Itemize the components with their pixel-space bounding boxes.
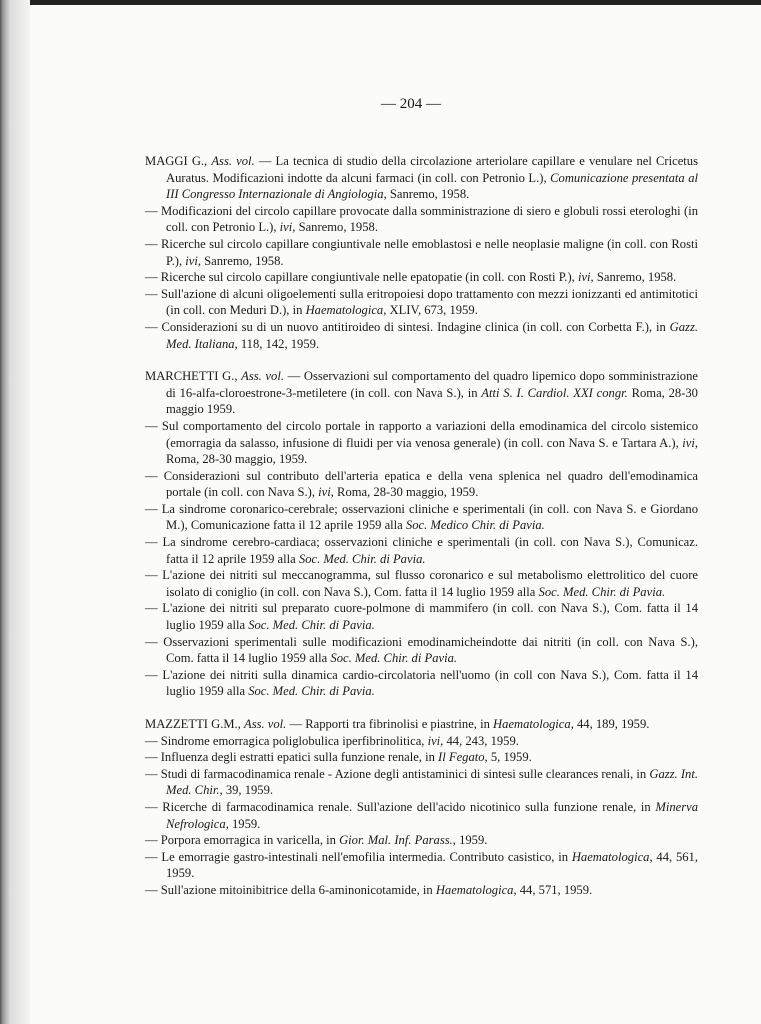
bibliography-entry xyxy=(145,236,698,269)
bibliography-entry xyxy=(145,501,698,534)
bibliography-entry xyxy=(145,849,698,882)
italic-citation-text: Gior. Mal. Inf. Parass., xyxy=(339,833,456,848)
italic-citation-text: ivi, xyxy=(318,485,334,500)
scan-top-border xyxy=(0,0,761,5)
italic-citation-text: Haematologica, xyxy=(571,849,653,864)
author-entry xyxy=(145,368,698,418)
entry-text: MAZZETTI G.M., xyxy=(145,717,244,731)
bibliography-entry xyxy=(145,534,698,567)
entry-text: — Considerazioni sul contributo dell'arteria epatica e della vena splenica nel quadro dell'emodinamica portale (in coll. con Nava S.), xyxy=(145,468,698,500)
entry-text: XLIV, 673, 1959. xyxy=(386,303,478,318)
author-block-marchetti xyxy=(145,368,698,700)
entry-text: Sanremo, 1958. xyxy=(593,270,677,285)
italic-citation-text: Soc. Med. Chir. di Pavia. xyxy=(538,584,666,599)
italic-citation-text: ivi, xyxy=(279,220,296,235)
italic-citation-text: Soc. Med. Chir. di Pavia. xyxy=(298,551,426,566)
entry-text: — Le emorragie gastro-intestinali nell'emofilia intermedia. Contributo casistico, in xyxy=(145,849,572,864)
entry-text: — Rapporti tra fibrinolisi e piastrine, in xyxy=(286,717,494,731)
entry-text: Roma, 28-30 maggio 1959. xyxy=(166,385,698,417)
bibliography-entry xyxy=(145,269,698,286)
bibliography-entry xyxy=(145,832,698,849)
entry-text: — L'azione dei nitriti sulla dinamica cardio-circolatoria nell'uomo (in coll con Nava S.), Com. fatta il 14 luglio 1959 alla xyxy=(145,667,698,699)
italic-citation-text: ivi, xyxy=(682,435,698,450)
entry-text: — La sindrome coronarico-cerebrale; osservazioni cliniche e sperimentali (in coll. con Nava S. e Giordano M.), Comunicazione fatta il 12 aprile 1959 alla xyxy=(145,501,698,533)
entry-text: — L'azione dei nitriti sul meccanogramma, sul flusso coronarico e sul metabolismo elettrolitico del cuore isolato di coniglio (in coll. con Nava S.), Com. fatta il 14 luglio 1959 alla xyxy=(145,568,698,599)
entry-text: — Sull'azione di alcuni oligoelementi sulla eritropoiesi dopo trattamento con mezzi ionizzanti ed antimitotici (in coll. con Meduri D.), in xyxy=(145,286,698,318)
italic-citation-text: Minerva Nefrologica, xyxy=(166,799,698,831)
entry-text: — Sul comportamento del circolo portale in rapporto a variazioni della emodinamica del circolo sistemico (emorragia da salasso, infusione di fluidi per via venosa generale) (in coll. con Nava S. e Tartara A.), xyxy=(145,418,698,450)
entry-text: 118, 142, 1959. xyxy=(237,336,320,351)
bibliography-entry xyxy=(145,319,698,352)
bibliography-entry xyxy=(145,667,698,700)
author-entry xyxy=(145,153,698,203)
bibliography-entry xyxy=(145,468,698,501)
italic-citation-text: Ass. vol. xyxy=(211,154,255,168)
entry-text: 39, 1959. xyxy=(222,783,274,798)
entry-text: — La sindrome cerebro-cardiaca; osservazioni cliniche e sperimentali (in coll. con Nava S.), Comunicaz. fatta il 12 aprile 1959 alla xyxy=(145,535,698,566)
entry-text: 44, 189, 1959. xyxy=(573,717,650,731)
bibliography-entry xyxy=(145,799,698,832)
italic-citation-text: Haematologica, xyxy=(305,303,387,318)
italic-citation-text: Soc. Medico Chir. di Pavia. xyxy=(405,518,545,533)
bibliography-entry xyxy=(145,634,698,667)
italic-citation-text: Haematologica, xyxy=(493,717,574,731)
italic-citation-text: Soc. Med. Chir. di Pavia. xyxy=(248,684,375,699)
italic-citation-text: ivi, xyxy=(577,270,594,285)
entry-text: Sanremo, 1958. xyxy=(386,187,470,202)
italic-citation-text: Gazz. Med. Italiana, xyxy=(166,319,698,351)
entry-text: — Ricerche sul circolo capillare congiuntivale nelle emoblastosi e nelle neoplasie maligne (in coll. con Rosti P.), xyxy=(145,236,698,268)
bibliography-entry xyxy=(145,286,698,319)
bibliography-entry xyxy=(145,733,698,750)
italic-citation-text: Soc. Med. Chir. di Pavia. xyxy=(330,651,458,666)
entry-text: Roma, 28-30 maggio, 1959. xyxy=(166,452,308,467)
bibliography-entry xyxy=(145,600,698,633)
author-block-maggi xyxy=(145,153,698,352)
entry-text: Sanremo, 1958. xyxy=(295,220,378,235)
italic-citation-text: Haematologica, xyxy=(435,882,517,897)
italic-citation-text: Soc. Med. Chir. di Pavia. xyxy=(248,618,375,633)
entry-text: Roma, 28-30 maggio, 1959. xyxy=(333,485,479,500)
entry-text: Sanremo, 1958. xyxy=(201,253,284,268)
entry-text: — Influenza degli estratti epatici sulla funzione renale, in xyxy=(145,750,439,765)
author-block-mazzetti xyxy=(145,716,698,899)
entry-text: — Ricerche di farmacodinamica renale. Sull'azione dell'acido nicotinico sulla funzione renale, in xyxy=(145,799,656,814)
italic-citation-text: ivi, xyxy=(185,253,201,268)
entry-text: — Osservazioni sul comportamento del quadro lipemico dopo somministrazione di 16-alfa-cloroestrone-3-metiletere (in coll. con Nava S.), in xyxy=(166,369,698,400)
entry-text: — Studi di farmacodinamica renale - Azione degli antistaminici di sintesi sulle clearances renali, in xyxy=(145,766,650,781)
entry-text: — La tecnica di studio della circolazione arteriolare capillare e venulare nel Cricetus Auratus. Modificazioni indotte da alcuni farmaci (in coll. con Petronio L.), xyxy=(166,154,698,185)
author-entry xyxy=(145,716,698,733)
entry-text: — L'azione dei nitriti sul preparato cuore-polmone di mammifero (in coll. con Nava S.), Com. fatta il 14 luglio 1959 alla xyxy=(145,601,698,633)
italic-citation-text: Il Fegato, xyxy=(438,750,488,765)
page-number: — 204 — xyxy=(381,96,441,112)
italic-citation-text: Comunicazione presentata al III Congresso Internazionale di Angiologia, xyxy=(166,170,698,202)
entry-text: 44, 571, 1959. xyxy=(516,882,593,897)
entry-text: — Porpora emorragica in varicella, in xyxy=(145,833,340,848)
bibliography-entry xyxy=(145,203,698,236)
entry-text: 44, 243, 1959. xyxy=(443,733,519,748)
entry-text: — Osservazioni sperimentali sulle modificazioni emodinamicheindotte dai nitriti (in coll. con Nava S.), Com. fatta il 14 luglio 1959 alla xyxy=(145,634,698,666)
entry-text: — Ricerche sul circolo capillare congiuntivale nelle epatopatie (in coll. con Rosti P.), xyxy=(145,270,578,285)
entry-text: — Considerazioni su di un nuovo antitiroideo di sintesi. Indagine clinica (in coll. con Corbetta F.), in xyxy=(145,319,670,334)
bibliography-entry xyxy=(145,418,698,468)
entry-text: MARCHETTI G., xyxy=(145,369,242,384)
italic-citation-text: Ass. vol. xyxy=(244,717,287,731)
bibliography-list xyxy=(145,153,698,915)
italic-citation-text: Gazz. Int. Med. Chir., xyxy=(166,766,698,798)
entry-text: 1959. xyxy=(455,833,488,848)
entry-text: 1959. xyxy=(228,816,261,831)
entry-text: — Modificazioni del circolo capillare provocate dalla somministrazione di siero e globuli rossi eterologhi (in coll. con Petronio L.), xyxy=(145,203,698,235)
italic-citation-text: Ass. vol. xyxy=(241,369,284,384)
italic-citation-text: Atti S. I. Cardiol. XXI congr. xyxy=(481,385,628,400)
entry-text: MAGGI G., xyxy=(145,154,212,168)
italic-citation-text: ivi, xyxy=(427,733,444,748)
bibliography-entry xyxy=(145,749,698,766)
entry-text: 5, 1959. xyxy=(487,750,532,765)
entry-text: — Sull'azione mitoinibitrice della 6-aminonicotamide, in xyxy=(145,882,436,897)
scan-left-edge xyxy=(0,0,30,1024)
entry-text: — Sindrome emorragica poliglobulica iperfibrinolitica, xyxy=(145,733,428,748)
bibliography-entry xyxy=(145,567,698,600)
bibliography-entry xyxy=(145,882,698,899)
entry-text: 44, 561, 1959. xyxy=(166,849,698,881)
bibliography-entry xyxy=(145,766,698,799)
